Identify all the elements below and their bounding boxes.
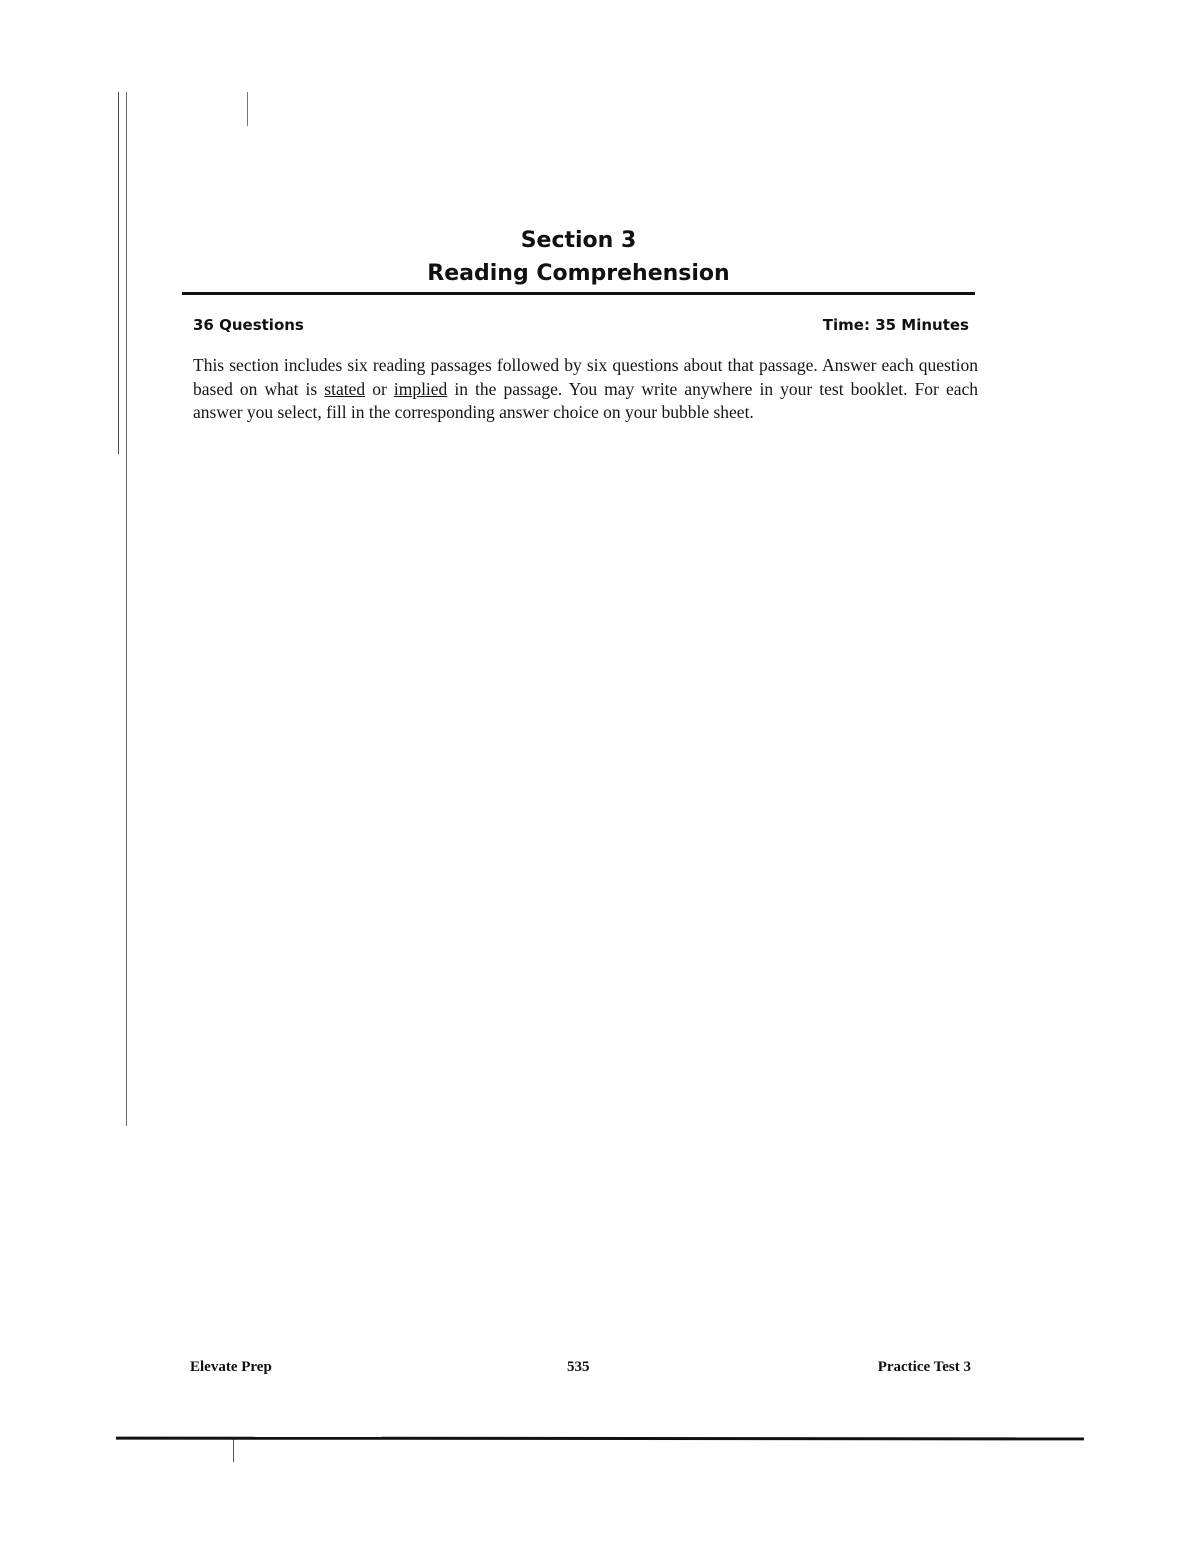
footer-test-name: Practice Test 3 bbox=[877, 1359, 971, 1375]
time-limit: Time: 35 Minutes bbox=[822, 316, 969, 334]
section-instructions bbox=[193, 354, 978, 425]
scan-artifact-line bbox=[126, 92, 127, 1126]
implied-emphasis: implied bbox=[393, 378, 448, 399]
section-subject: Reading Comprehension bbox=[427, 261, 730, 286]
stated-emphasis: stated bbox=[324, 378, 366, 399]
page-number: 535 bbox=[567, 1359, 590, 1375]
footer-publisher: Elevate Prep bbox=[190, 1359, 272, 1375]
scan-artifact-line bbox=[233, 1438, 234, 1462]
question-count: 36 Questions bbox=[193, 316, 304, 334]
footer-divider bbox=[116, 1437, 1084, 1441]
scan-artifact-line bbox=[118, 92, 119, 454]
instructions-text: in the passage. You may write anywhere in your test booklet. For each answer you select, fill in the corresponding answer choice on your bubble sheet. bbox=[193, 378, 978, 422]
header-divider bbox=[182, 292, 975, 295]
scan-artifact-line bbox=[247, 92, 248, 126]
instructions-text: or bbox=[365, 378, 394, 399]
instructions-text: This section includes six reading passages followed by six questions about that passage. Answer each question based on what is bbox=[193, 355, 978, 399]
section-number: Section 3 bbox=[520, 228, 637, 253]
